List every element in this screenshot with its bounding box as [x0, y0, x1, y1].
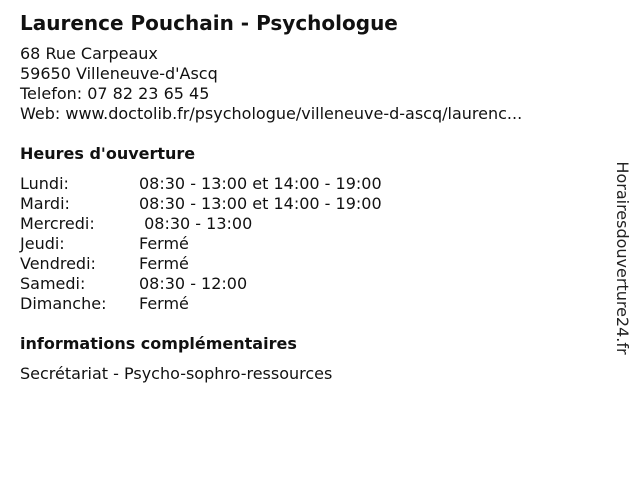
- day-label: Mercredi:: [20, 214, 95, 233]
- page-title: Laurence Pouchain - Psychologue: [20, 11, 398, 35]
- business-card: [20, 10, 600, 384]
- opening-hours-heading: Heures d'ouverture: [20, 144, 196, 163]
- hours-row-mercredi: [20, 214, 600, 234]
- hours-value: 08:30 - 13:00 et 14:00 - 19:00: [139, 194, 382, 213]
- hours-row-jeudi: [20, 234, 600, 254]
- day-label: Lundi:: [20, 174, 69, 193]
- hours-row-samedi: [20, 274, 600, 294]
- day-label: Vendredi:: [20, 254, 96, 273]
- day-label: Mardi:: [20, 194, 70, 213]
- phone-number[interactable]: Telefon: 07 82 23 65 45: [20, 84, 210, 103]
- day-label: Dimanche:: [20, 294, 107, 313]
- day-label: Samedi:: [20, 274, 86, 293]
- opening-hours-table: [20, 174, 600, 314]
- hours-row-mardi: [20, 194, 600, 214]
- additional-info-text: Secrétariat - Psycho-sophro-ressources: [20, 364, 333, 383]
- site-watermark: Horairesdouverture24.fr: [613, 161, 632, 355]
- website-link[interactable]: Web: www.doctolib.fr/psychologue/villeneuve-d-ascq/laurenc...: [20, 104, 523, 123]
- hours-value: 08:30 - 12:00: [139, 274, 248, 293]
- day-label: Jeudi:: [20, 234, 65, 253]
- address-block: [20, 44, 600, 124]
- hours-value: Fermé: [139, 234, 189, 253]
- additional-info-heading: informations complémentaires: [20, 334, 297, 353]
- hours-row-lundi: [20, 174, 600, 194]
- city-address: 59650 Villeneuve-d'Ascq: [20, 64, 218, 83]
- street-address: 68 Rue Carpeaux: [20, 44, 158, 63]
- hours-value: Fermé: [139, 294, 189, 313]
- hours-row-vendredi: [20, 254, 600, 274]
- hours-value: 08:30 - 13:00 et 14:00 - 19:00: [139, 174, 382, 193]
- hours-row-dimanche: [20, 294, 600, 314]
- hours-value: 08:30 - 13:00: [139, 214, 253, 233]
- hours-value: Fermé: [139, 254, 189, 273]
